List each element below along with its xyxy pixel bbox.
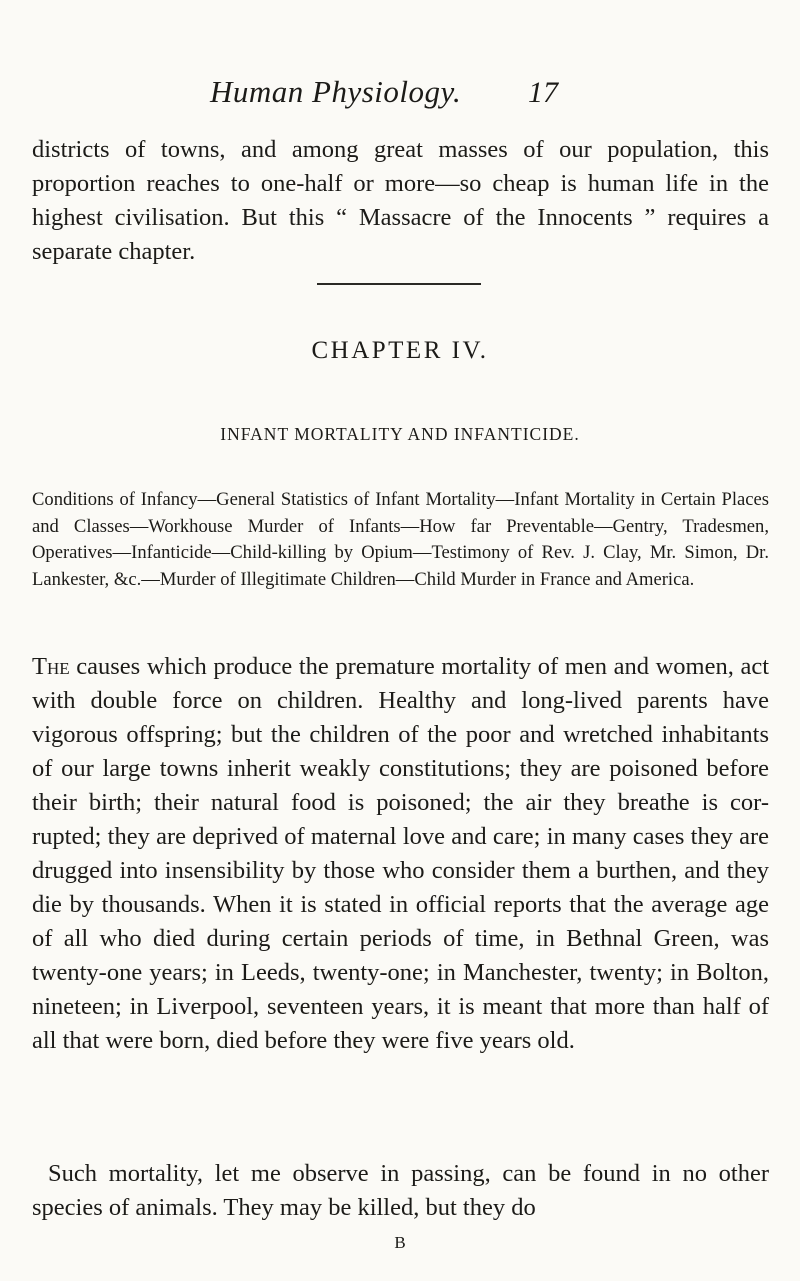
chapter-title: INFANT MORTALITY AND INFANTICIDE. [220, 424, 580, 444]
section-divider [317, 283, 481, 285]
signature-mark: B [394, 1233, 406, 1252]
paragraph-lead-word: The [32, 653, 70, 680]
second-paragraph: Such mortality, let me observe in passing, can be found in no other species of animals. They may be killed, but they do [32, 1160, 769, 1221]
opening-paragraph: districts of towns, and among great masses of our population, this proportion reaches to one-half or more—so cheap is human life in the highest civilisation. But this “ Massacre of the Innocents ” requires a separate chapter. [32, 136, 769, 265]
running-head [0, 74, 800, 114]
chapter-synopsis: Conditions of Infancy—General Statistics of Infant Mortality—Infant Mortality in Certain Places and Classes—Workhouse Murder of Infants—How far Preventable—Gentry, Tradesmen, Operatives—Infanticide—Child-killing by Opium—Testimony of Rev. J. Clay, Mr. Simon, Dr. Lankester, &c.—Murder of Illegitimate Children—Child Murder in France and America. [32, 489, 769, 590]
main-paragraph-text: causes which produce the premature mortality of men and women, act with double force on children. Healthy and long-lived parents have vigorous offspring; but the children of the poor and wretched inhabitants of our large towns inherit weakly constitutions; they are poisoned before their birth; their natural food is poisoned; the air they breathe is cor- rupted; they are deprived of maternal love and care; in many cases they are drugged into insensibility by those who consider them a burthen, and they die by thousands. When it is stated in official reports that the average age of all who died during certain periods of time, in Bethnal Green, was twenty-one years; in Leeds, twenty-one; in Manchester, twenty; in Bolton, nineteen; in Liverpool, seventeen years, it is meant that more than half of all that were born, died before they were five years old. [32, 653, 769, 1054]
running-title: Human Physiology. [210, 74, 462, 109]
chapter-number: CHAPTER IV. [311, 337, 489, 364]
main-paragraph [32, 650, 769, 1058]
page-number: 17 [528, 76, 558, 109]
